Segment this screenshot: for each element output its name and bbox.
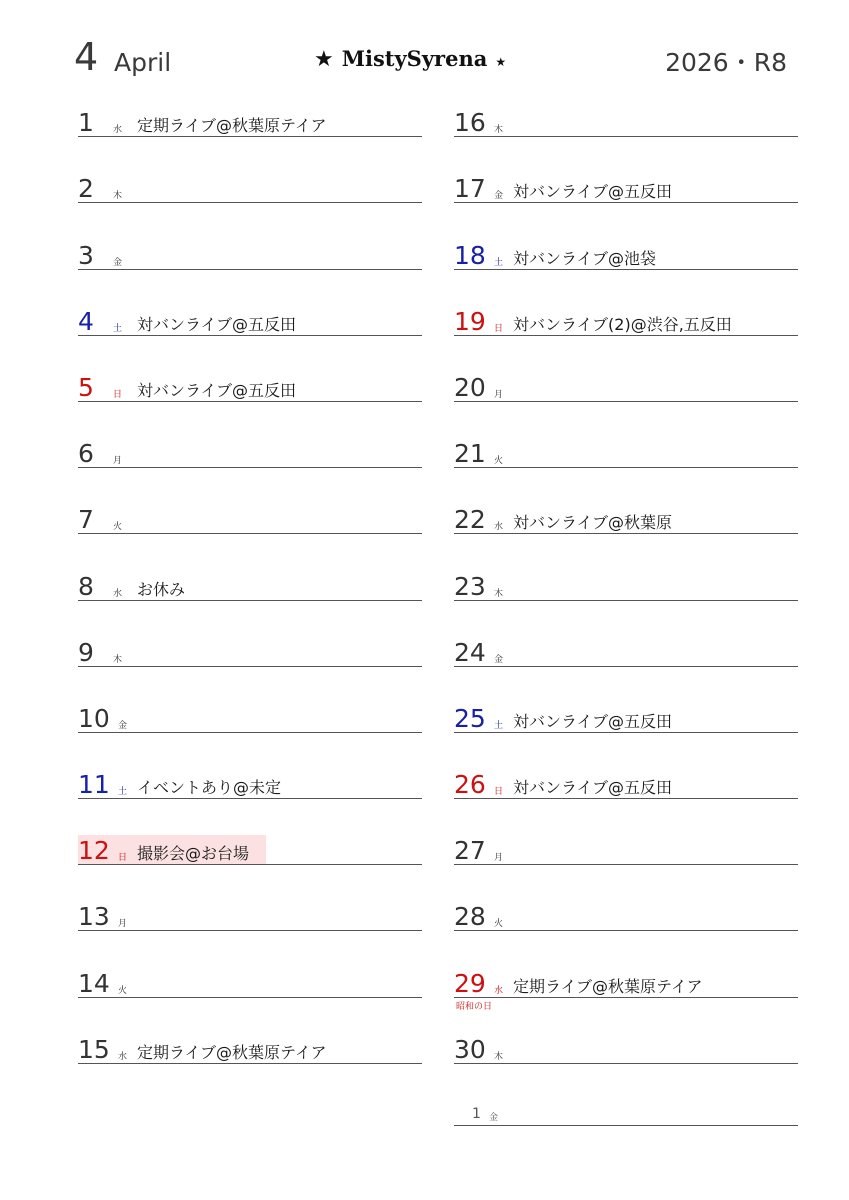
brand-title xyxy=(314,48,506,71)
day-row xyxy=(78,102,422,168)
day-number: 26 xyxy=(454,770,486,800)
weekday-label: 水 xyxy=(494,522,504,533)
day-number: 13 xyxy=(78,902,110,932)
next-month-row xyxy=(454,1096,798,1126)
day-number: 10 xyxy=(78,703,110,733)
weekday-label: 火 xyxy=(113,522,123,533)
weekday-label: 火 xyxy=(494,456,504,467)
row-rule xyxy=(454,997,798,998)
event-text: 定期ライブ@秋葉原テイア xyxy=(137,116,327,136)
row-rule xyxy=(454,335,798,336)
row-rule xyxy=(454,533,798,534)
day-row xyxy=(454,830,798,896)
day-row xyxy=(454,698,798,764)
weekday-label: 金 xyxy=(494,654,504,665)
day-row xyxy=(454,102,798,168)
row-rule xyxy=(454,202,798,203)
event-text: 対バンライブ(2)@渋谷,五反田 xyxy=(513,314,732,334)
day-row xyxy=(78,1029,422,1095)
row-rule xyxy=(78,467,422,468)
weekday-label: 日 xyxy=(118,853,128,864)
row-rule xyxy=(454,930,798,931)
event-text: 対バンライブ@秋葉原 xyxy=(513,513,673,533)
next-month-weekday: 金 xyxy=(489,1113,499,1123)
day-number: 17 xyxy=(454,174,486,204)
day-row xyxy=(78,896,422,962)
small-star-icon: ★ xyxy=(495,55,507,69)
day-row xyxy=(454,764,798,830)
day-row xyxy=(78,301,422,367)
row-rule xyxy=(78,269,422,270)
event-text: 対バンライブ@五反田 xyxy=(137,380,297,400)
day-number: 8 xyxy=(78,571,94,601)
day-number: 23 xyxy=(454,571,486,601)
day-number: 14 xyxy=(78,968,110,998)
row-rule xyxy=(454,732,798,733)
day-number: 6 xyxy=(78,439,94,469)
day-number: 30 xyxy=(454,1034,486,1064)
row-rule xyxy=(78,666,422,667)
day-number: 9 xyxy=(78,637,94,667)
weekday-label: 月 xyxy=(494,389,504,400)
day-row xyxy=(78,168,422,234)
weekday-label: 土 xyxy=(494,257,504,268)
day-row xyxy=(454,234,798,300)
weekday-label: 火 xyxy=(118,985,128,996)
day-number: 18 xyxy=(454,240,486,270)
row-rule xyxy=(454,1125,798,1126)
weekday-label: 日 xyxy=(113,389,123,400)
event-text: 対バンライブ@池袋 xyxy=(513,248,657,268)
day-number: 15 xyxy=(78,1034,110,1064)
row-rule xyxy=(78,136,422,137)
weekday-label: 土 xyxy=(113,323,123,334)
row-rule xyxy=(78,401,422,402)
day-row xyxy=(78,764,422,830)
weekday-label: 金 xyxy=(494,191,504,202)
event-text: 対バンライブ@五反田 xyxy=(513,778,673,798)
weekday-label: 木 xyxy=(113,191,123,202)
row-rule xyxy=(78,600,422,601)
day-number: 11 xyxy=(78,770,110,800)
weekday-label: 日 xyxy=(494,323,504,334)
weekday-label: 水 xyxy=(494,985,504,996)
row-rule xyxy=(78,864,422,865)
row-rule xyxy=(78,533,422,534)
event-text: 対バンライブ@五反田 xyxy=(513,182,673,202)
weekday-label: 水 xyxy=(118,1051,128,1062)
row-rule xyxy=(78,930,422,931)
row-rule xyxy=(78,798,422,799)
day-row xyxy=(78,499,422,565)
event-text: イベントあり@未定 xyxy=(137,778,282,798)
holiday-label: 昭和の日 xyxy=(456,1001,493,1012)
weekday-label: 火 xyxy=(494,919,504,930)
row-rule xyxy=(78,1063,422,1064)
weekday-label: 木 xyxy=(494,125,504,136)
event-text: 対バンライブ@五反田 xyxy=(513,711,673,731)
day-row xyxy=(454,1029,798,1095)
year-label: 2026・R8 xyxy=(665,48,787,77)
event-text: 定期ライブ@秋葉原テイア xyxy=(137,1042,327,1062)
event-text: 撮影会@お台場 xyxy=(137,844,250,864)
row-rule xyxy=(454,666,798,667)
weekday-label: 木 xyxy=(494,588,504,599)
day-number: 29 xyxy=(454,968,486,998)
row-rule xyxy=(78,997,422,998)
weekday-label: 木 xyxy=(113,654,123,665)
weekday-label: 水 xyxy=(113,588,123,599)
day-number: 27 xyxy=(454,836,486,866)
day-row xyxy=(454,433,798,499)
day-number: 21 xyxy=(454,439,486,469)
day-row xyxy=(78,830,422,896)
row-rule xyxy=(454,798,798,799)
day-row xyxy=(78,234,422,300)
day-row xyxy=(454,499,798,565)
day-row xyxy=(78,565,422,631)
day-number: 12 xyxy=(78,836,110,866)
day-number: 2 xyxy=(78,174,94,204)
row-rule xyxy=(78,202,422,203)
row-rule xyxy=(454,600,798,601)
weekday-label: 月 xyxy=(113,456,123,467)
day-number: 25 xyxy=(454,703,486,733)
next-month-day-number: 1 xyxy=(472,1106,481,1122)
month-number: 4 xyxy=(74,35,99,79)
event-text: お休み xyxy=(137,579,186,599)
day-row xyxy=(454,168,798,234)
day-row xyxy=(454,632,798,698)
day-row xyxy=(454,367,798,433)
days-column-left xyxy=(78,102,422,1095)
row-rule xyxy=(454,1063,798,1064)
weekday-label: 土 xyxy=(118,787,128,798)
day-row xyxy=(78,698,422,764)
brand-name: MistySyrena xyxy=(341,46,488,71)
days-column-right xyxy=(454,102,798,1095)
star-icon: ★ xyxy=(314,47,334,72)
row-rule xyxy=(454,136,798,137)
day-row xyxy=(78,433,422,499)
row-rule xyxy=(78,335,422,336)
weekday-label: 月 xyxy=(494,853,504,864)
weekday-label: 金 xyxy=(118,720,128,731)
day-number: 1 xyxy=(78,108,94,138)
month-name: April xyxy=(114,48,172,77)
weekday-label: 日 xyxy=(494,787,504,798)
day-number: 5 xyxy=(78,372,94,402)
row-rule xyxy=(454,401,798,402)
event-text: 対バンライブ@五反田 xyxy=(137,314,297,334)
day-row xyxy=(454,896,798,962)
day-number: 19 xyxy=(454,306,486,336)
weekday-label: 月 xyxy=(118,919,128,930)
day-row xyxy=(454,301,798,367)
day-row xyxy=(78,962,422,1028)
weekday-label: 木 xyxy=(494,1051,504,1062)
day-row xyxy=(454,962,798,1028)
day-row xyxy=(454,565,798,631)
row-rule xyxy=(454,467,798,468)
row-rule xyxy=(454,864,798,865)
day-number: 20 xyxy=(454,372,486,402)
day-number: 4 xyxy=(78,306,94,336)
day-number: 16 xyxy=(454,108,486,138)
day-row xyxy=(78,632,422,698)
day-number: 28 xyxy=(454,902,486,932)
event-text: 定期ライブ@秋葉原テイア xyxy=(513,976,703,996)
day-number: 22 xyxy=(454,505,486,535)
weekday-label: 水 xyxy=(113,125,123,136)
day-number: 24 xyxy=(454,637,486,667)
day-number: 7 xyxy=(78,505,94,535)
weekday-label: 金 xyxy=(113,257,123,268)
day-row xyxy=(78,367,422,433)
day-number: 3 xyxy=(78,240,94,270)
row-rule xyxy=(454,269,798,270)
row-rule xyxy=(78,732,422,733)
weekday-label: 土 xyxy=(494,720,504,731)
